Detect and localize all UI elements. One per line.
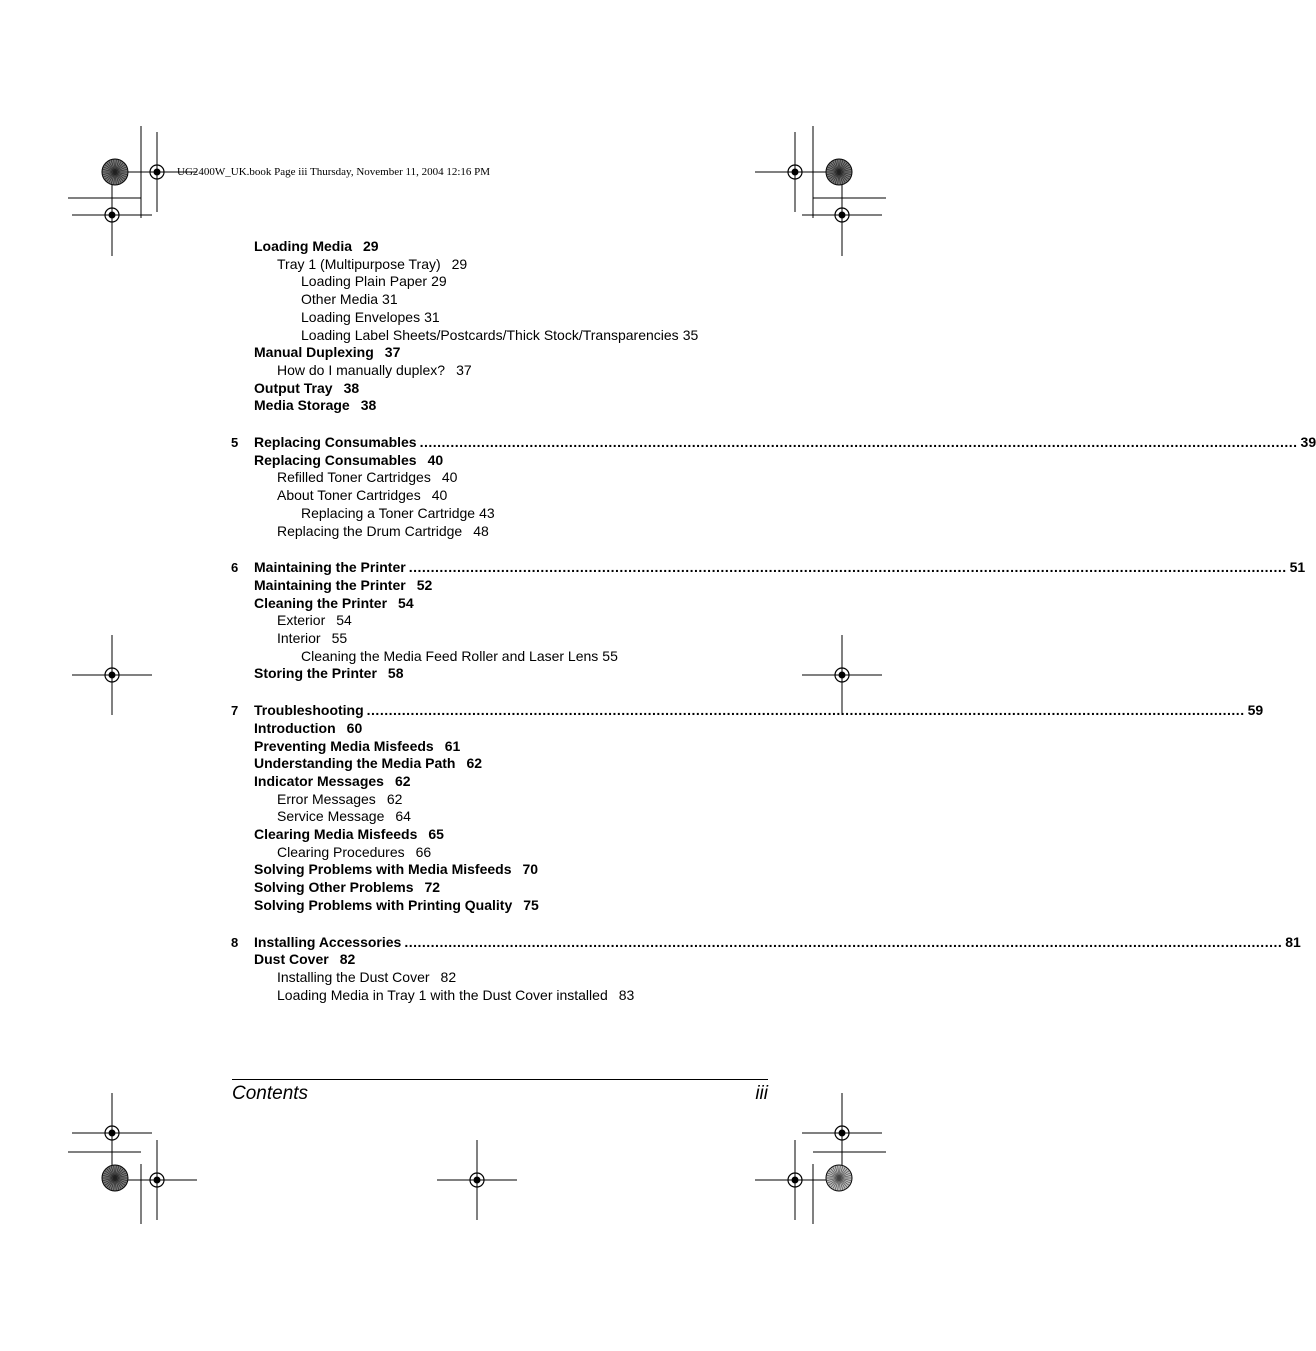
- toc-entry-title: Storing the Printer: [254, 665, 377, 682]
- toc-entry-level-1[interactable]: [254, 380, 359, 397]
- toc-entry-title: Replacing the Drum Cartridge: [277, 522, 463, 539]
- toc-entry-page: 38: [343, 379, 360, 396]
- toc-entry-level-3[interactable]: [301, 291, 398, 308]
- toc-entry-page: 29: [363, 238, 379, 254]
- toc-entry-level-1[interactable]: [254, 720, 362, 737]
- toc-entry-title: Error Messages: [277, 790, 376, 807]
- toc-entry-title: How do I manually duplex?: [277, 361, 446, 378]
- chapter-number: 7: [231, 703, 239, 719]
- chapter-page: 59: [1247, 702, 1264, 719]
- toc-entry-page: 58: [387, 665, 404, 682]
- toc-entry-page: 82: [440, 968, 457, 985]
- toc-entry-level-1[interactable]: [254, 879, 440, 896]
- chapter-page: 51: [1289, 559, 1306, 576]
- chapter-title: Troubleshooting: [254, 702, 364, 719]
- toc-entry-title: Installing the Dust Cover: [277, 968, 430, 985]
- dot-leader: ........................................................................................................................................................................................................: [404, 933, 1283, 950]
- chapter-number: 5: [231, 435, 239, 450]
- toc-entry-page: 38: [360, 397, 377, 414]
- toc-entry-title: Clearing Procedures: [277, 843, 405, 860]
- toc-entry-title: About Toner Cartridges: [277, 487, 421, 504]
- toc-entry-page: 61: [444, 737, 461, 754]
- toc-entry-level-3[interactable]: [301, 309, 440, 326]
- chapter-row[interactable]: [254, 559, 1306, 576]
- footer-rule: [232, 1079, 768, 1080]
- toc-entry-page: 64: [395, 808, 411, 825]
- toc-entry-page: 31: [382, 291, 398, 308]
- chapter-title: Maintaining the Printer: [254, 559, 406, 576]
- toc-entry-page: 54: [336, 612, 352, 629]
- chapter-title: Installing Accessories: [254, 933, 402, 950]
- toc-entry-title: Exterior: [277, 612, 326, 629]
- toc-entry-page: 48: [473, 522, 489, 539]
- toc-entry-title: Replacing Consumables: [254, 451, 417, 468]
- toc-entry-level-2[interactable]: [277, 523, 489, 540]
- toc-entry-title: Refilled Toner Cartridges: [277, 469, 431, 486]
- toc-entry-page: 54: [398, 594, 414, 611]
- toc-entry-title: Media Storage: [254, 397, 350, 414]
- toc-entry-page: 82: [339, 951, 356, 968]
- toc-entry-title: Solving Problems with Media Misfeeds: [254, 861, 512, 878]
- toc-entry-level-1[interactable]: [254, 344, 400, 361]
- file-stamp: UG2400W_UK.book Page iii Thursday, November 11, 2004 12:16 PM: [177, 166, 491, 178]
- toc-entry-level-1[interactable]: [254, 773, 411, 790]
- toc-entry-title: Loading Media: [254, 238, 352, 254]
- toc-entry-page: 40: [427, 451, 444, 468]
- toc-entry-title: Solving Other Problems: [254, 879, 414, 896]
- toc-entry-level-2[interactable]: [277, 487, 447, 504]
- toc-entry-title: Loading Label Sheets/Postcards/Thick Stock/Transparencies: [301, 326, 679, 343]
- toc-entry-page: 31: [424, 308, 440, 325]
- dot-leader: ........................................................................................................................................................................................................: [419, 434, 1298, 450]
- toc-entry-level-1[interactable]: [254, 826, 444, 843]
- toc-entry-title: Tray 1 (Multipurpose Tray): [277, 255, 441, 272]
- toc-entry-level-2[interactable]: [277, 469, 457, 486]
- footer-title: Contents: [232, 1083, 309, 1104]
- toc-entry-page: 52: [416, 576, 433, 593]
- toc-entry-page: 55: [602, 647, 618, 664]
- toc-entry-level-2[interactable]: [277, 808, 411, 825]
- toc-entry-page: 35: [682, 326, 699, 343]
- toc-entry-page: 62: [386, 790, 403, 807]
- chapter-row[interactable]: [254, 434, 1316, 451]
- toc-entry-level-1[interactable]: [254, 577, 432, 594]
- toc-entry-title: Other Media: [301, 291, 379, 308]
- toc-entry-page: 55: [331, 630, 348, 646]
- toc-entry-title: Interior: [277, 630, 321, 646]
- toc-entry-page: 83: [618, 986, 635, 1003]
- chapter-row[interactable]: [254, 933, 1301, 951]
- toc-entry-title: Output Tray: [254, 379, 333, 396]
- toc-entry-page: 62: [394, 772, 411, 789]
- toc-entry-title: Indicator Messages: [254, 772, 384, 789]
- toc-entry-page: 70: [522, 861, 539, 878]
- toc-entry-title: Introduction: [254, 719, 336, 736]
- toc-entry-title: Cleaning the Printer: [254, 594, 388, 611]
- toc-entry-page: 65: [428, 826, 444, 842]
- toc-entry-level-2[interactable]: [277, 844, 431, 861]
- toc-entry-title: Maintaining the Printer: [254, 576, 406, 593]
- toc-entry-title: Manual Duplexing: [254, 344, 374, 361]
- toc-entry-level-2[interactable]: [277, 612, 352, 629]
- toc-entry-page: 37: [456, 361, 472, 378]
- toc-entry-level-1[interactable]: [254, 665, 403, 682]
- toc-entry-level-2[interactable]: [277, 256, 467, 273]
- toc-entry-title: Clearing Media Misfeeds: [254, 826, 418, 842]
- toc-entry-level-1[interactable]: [254, 755, 482, 772]
- chapter-title: Replacing Consumables: [254, 434, 417, 450]
- toc-entry-level-1[interactable]: [254, 861, 538, 878]
- chapter-number: 6: [231, 560, 239, 576]
- toc-entry-level-2[interactable]: [277, 362, 472, 379]
- toc-entry-level-3[interactable]: [301, 648, 618, 665]
- footer-page-number: iii: [755, 1083, 768, 1104]
- toc-entry-page: 75: [523, 896, 539, 913]
- toc-entry-title: Preventing Media Misfeeds: [254, 737, 434, 754]
- toc-entry-page: 62: [466, 755, 483, 772]
- toc-entry-level-3[interactable]: [301, 273, 447, 290]
- toc-entry-level-2[interactable]: [277, 630, 347, 647]
- toc-entry-page: 60: [346, 719, 363, 736]
- chapter-page: 39: [1300, 434, 1316, 450]
- toc-entry-page: 40: [441, 469, 458, 486]
- toc-entry-title: Service Message: [277, 808, 385, 825]
- toc-entry-page: 37: [384, 344, 401, 361]
- toc-entry-level-2[interactable]: [277, 987, 634, 1004]
- toc-entry-title: Solving Problems with Printing Quality: [254, 896, 513, 913]
- toc-entry-title: Replacing a Toner Cartridge: [301, 504, 476, 521]
- toc-entry-title: Loading Envelopes: [301, 308, 421, 325]
- toc-entry-level-1[interactable]: [254, 951, 355, 968]
- toc-entry-title: Loading Plain Paper: [301, 273, 428, 290]
- toc-entry-title: Dust Cover: [254, 951, 329, 968]
- toc-entry-level-3[interactable]: [301, 505, 495, 522]
- toc-entry-page: 29: [451, 255, 468, 272]
- toc-entry-page: 72: [424, 879, 441, 896]
- toc-entry-level-2[interactable]: [277, 969, 456, 986]
- toc-entry-page: 43: [479, 504, 495, 521]
- chapter-number: 8: [231, 934, 239, 950]
- toc-entry-level-1[interactable]: [254, 238, 379, 255]
- toc-entry-level-1[interactable]: [254, 452, 443, 469]
- toc-entry-level-1[interactable]: [254, 738, 460, 755]
- toc-entry-title: Cleaning the Media Feed Roller and Laser Lens: [301, 647, 599, 664]
- toc-entry-level-1[interactable]: [254, 595, 414, 612]
- chapter-page: 81: [1285, 933, 1301, 950]
- dot-leader: ........................................................................................................................................................................................................: [408, 559, 1287, 576]
- toc-entry-page: 66: [415, 843, 432, 860]
- toc-entry-page: 29: [431, 273, 447, 290]
- toc-entry-title: Understanding the Media Path: [254, 755, 456, 772]
- toc-entry-level-2[interactable]: [277, 791, 402, 808]
- dot-leader: ........................................................................................................................................................................................................: [366, 702, 1245, 719]
- toc-entry-page: 40: [431, 487, 448, 504]
- chapter-row[interactable]: [254, 702, 1264, 719]
- toc-entry-title: Loading Media in Tray 1 with the Dust Cover installed: [277, 986, 608, 1003]
- toc-entry-level-1[interactable]: [254, 897, 539, 914]
- toc-entry-level-3[interactable]: [301, 327, 698, 344]
- toc-entry-level-1[interactable]: [254, 397, 376, 414]
